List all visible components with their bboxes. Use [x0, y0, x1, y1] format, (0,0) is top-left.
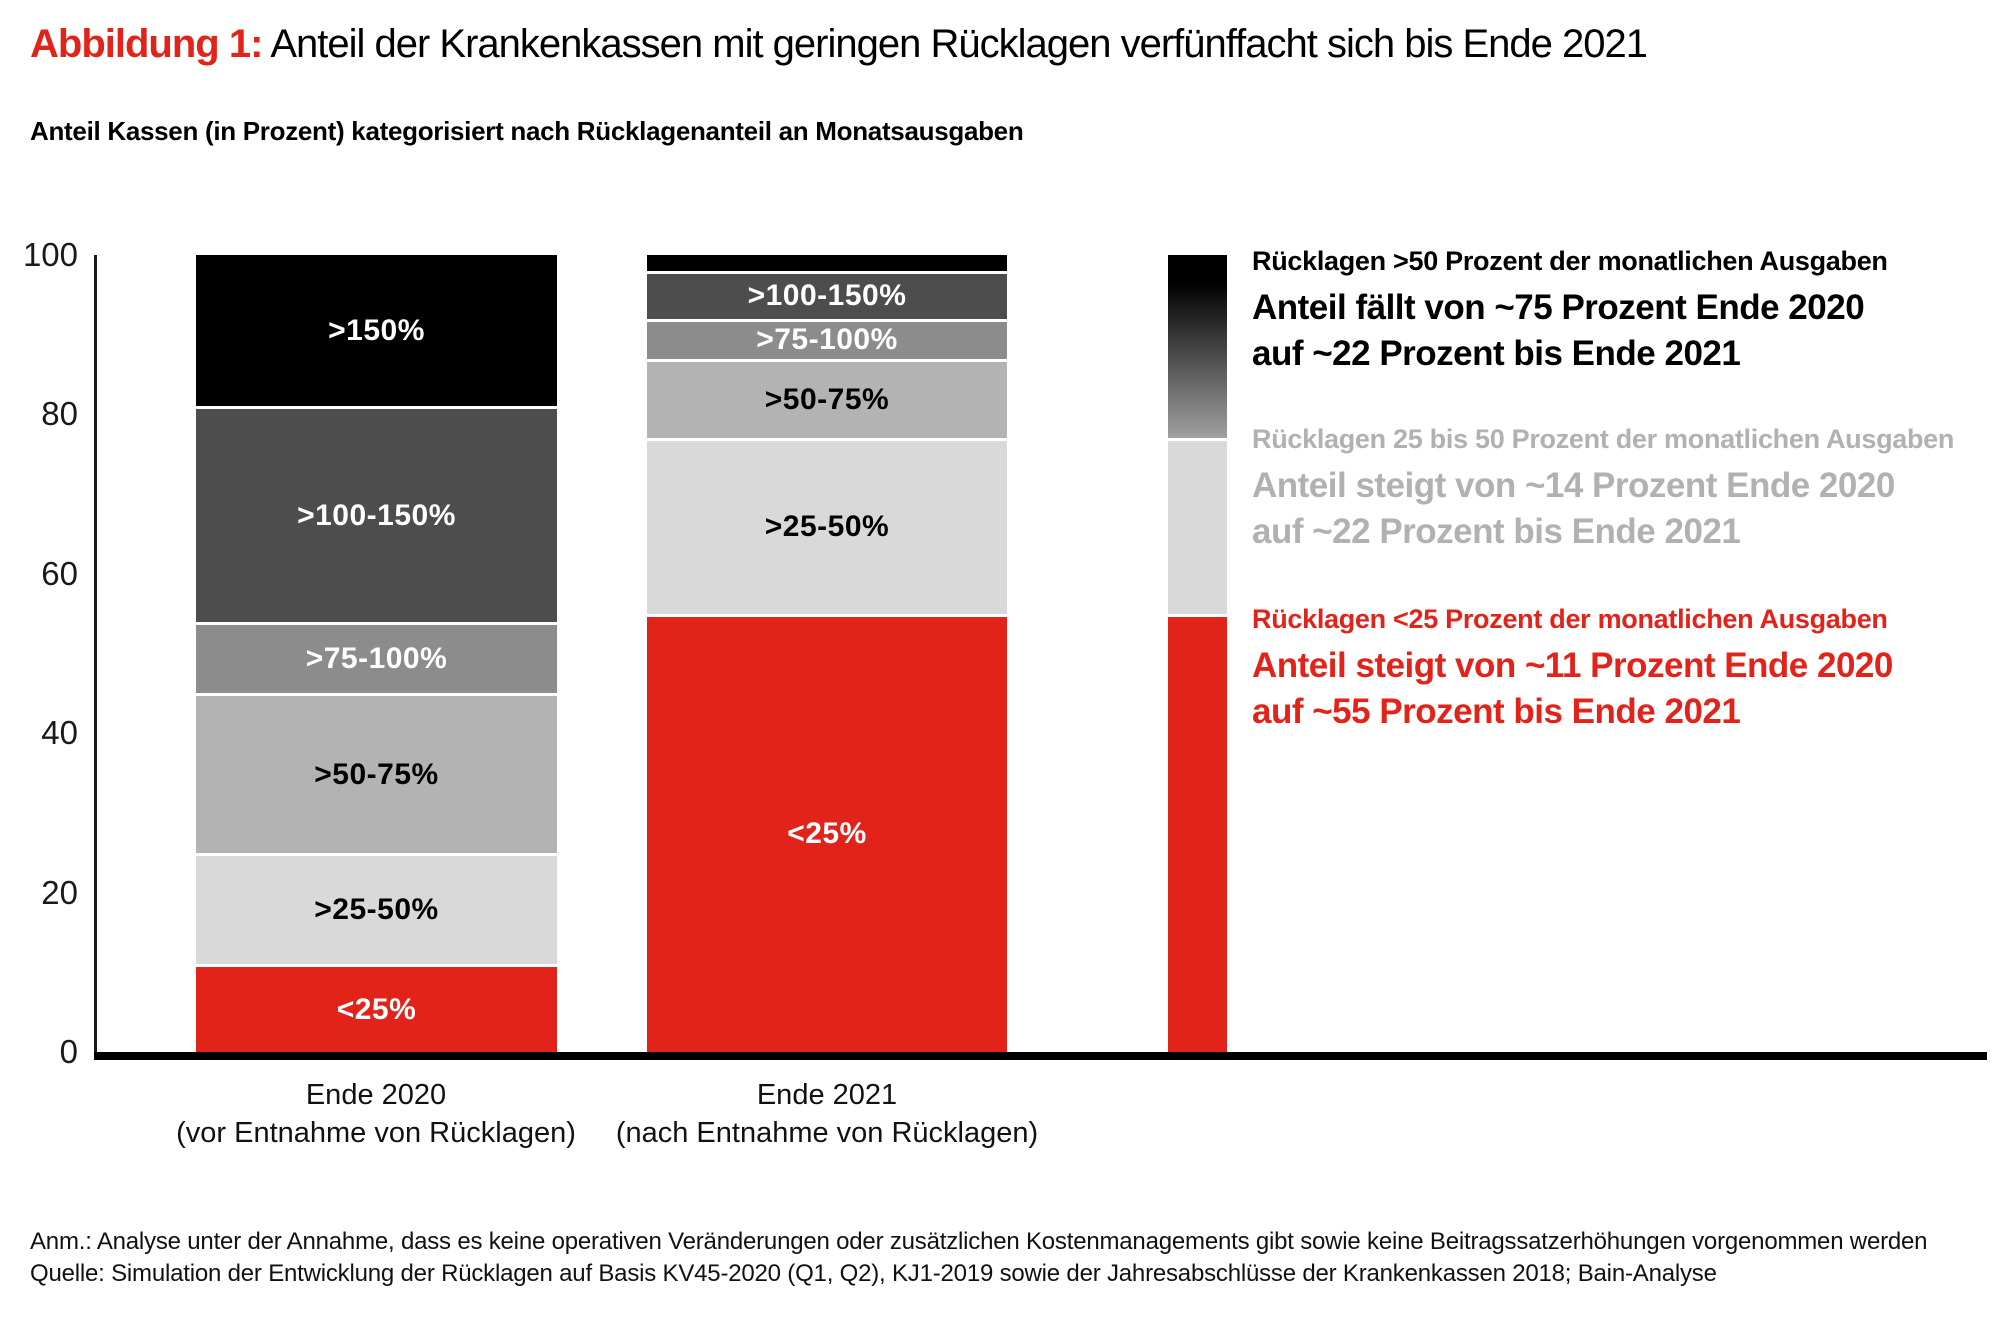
bar-segment--150-: [647, 255, 1007, 271]
bar-segment--100-150-: >100-150%: [196, 406, 557, 621]
bar-segment--25-50-: >25-50%: [196, 853, 557, 965]
bar-segment--75-100-: >75-100%: [647, 319, 1007, 359]
y-tick-label: 0: [59, 1033, 78, 1070]
bar-segment--75-100-: >75-100%: [196, 622, 557, 694]
legend-line: Anteil fällt von ~75 Prozent Ende 2020: [1252, 288, 1865, 327]
footnote-anm: Anm.: Analyse unter der Annahme, dass es keine operativen Veränderungen oder zusätzlichen Kostenmanagements gibt sowie keine Beitragssatzerhöhungen vorgenommen werden: [30, 1228, 1928, 1255]
y-tick-label: 40: [41, 714, 78, 752]
legend-line: auf ~55 Prozent bis Ende 2021: [1252, 692, 1741, 731]
x-axis-label-line: (vor Entnahme von Rücklagen): [176, 1117, 576, 1149]
y-tick-label: 60: [41, 554, 78, 592]
legend-strip-segment: [1168, 614, 1227, 1052]
x-axis-label-line: Ende 2021: [756, 1079, 898, 1111]
legend-block-25-50: [1252, 424, 2012, 555]
legend-title: Rücklagen >50 Prozent der monatlichen Ausgaben: [1252, 246, 1888, 276]
legend-title: Rücklagen <25 Prozent der monatlichen Ausgaben: [1252, 604, 1888, 634]
y-tick-label: 20: [41, 873, 78, 911]
x-axis-label-2020: [126, 1076, 626, 1152]
x-axis-label-2021: [577, 1076, 1077, 1152]
y-tick-label: 80: [41, 395, 78, 433]
legend-block-under-25: [1252, 604, 2012, 735]
y-tick-label: 100: [22, 236, 78, 273]
bar-segment--100-150-: >100-150%: [647, 271, 1007, 319]
page-title: [30, 22, 1647, 67]
footnotes: [30, 1226, 1927, 1290]
x-axis-label-line: Ende 2020: [305, 1079, 447, 1111]
bar-segment--25-: <25%: [196, 964, 557, 1052]
x-axis-label-line: (nach Entnahme von Rücklagen): [615, 1117, 1039, 1149]
y-axis-line: [94, 255, 97, 1052]
legend-line: auf ~22 Prozent bis Ende 2021: [1252, 334, 1741, 373]
bar-ende-2020: [196, 255, 557, 1052]
legend-line: auf ~22 Prozent bis Ende 2021: [1252, 512, 1741, 551]
legend-block-over-50: [1252, 246, 2012, 377]
bar-segment--50-75-: >50-75%: [647, 359, 1007, 439]
figure-title-text: Anteil der Krankenkassen mit geringen Rücklagen verfünffacht sich bis Ende 2021: [270, 22, 1647, 66]
figure-label: Abbildung 1:: [30, 22, 263, 66]
x-axis-line: [94, 1052, 1987, 1060]
chart-subtitle: Anteil Kassen (in Prozent) kategorisiert nach Rücklagenanteil an Monatsausgaben: [30, 116, 1024, 146]
bar-ende-2021: [647, 255, 1007, 1052]
legend-line: Anteil steigt von ~14 Prozent Ende 2020: [1252, 466, 1895, 505]
bar-segment--25-: <25%: [647, 614, 1007, 1052]
bar-segment--50-75-: >50-75%: [196, 693, 557, 852]
footnote-quelle: Quelle: Simulation der Entwicklung der Rücklagen auf Basis KV45-2020 (Q1, Q2), KJ1-2019 sowie der Jahresabschlüsse der Krankenkassen 2018; Bain-Analyse: [30, 1260, 1717, 1287]
legend-strip-segment: [1168, 438, 1227, 613]
legend-line: Anteil steigt von ~11 Prozent Ende 2020: [1252, 646, 1893, 685]
legend-title: Rücklagen 25 bis 50 Prozent der monatlichen Ausgaben: [1252, 424, 1955, 454]
bar-segment--25-50-: >25-50%: [647, 438, 1007, 613]
legend-strip-segment: [1168, 255, 1227, 438]
bar-segment--150-: >150%: [196, 255, 557, 406]
legend-strip: [1168, 255, 1227, 1052]
